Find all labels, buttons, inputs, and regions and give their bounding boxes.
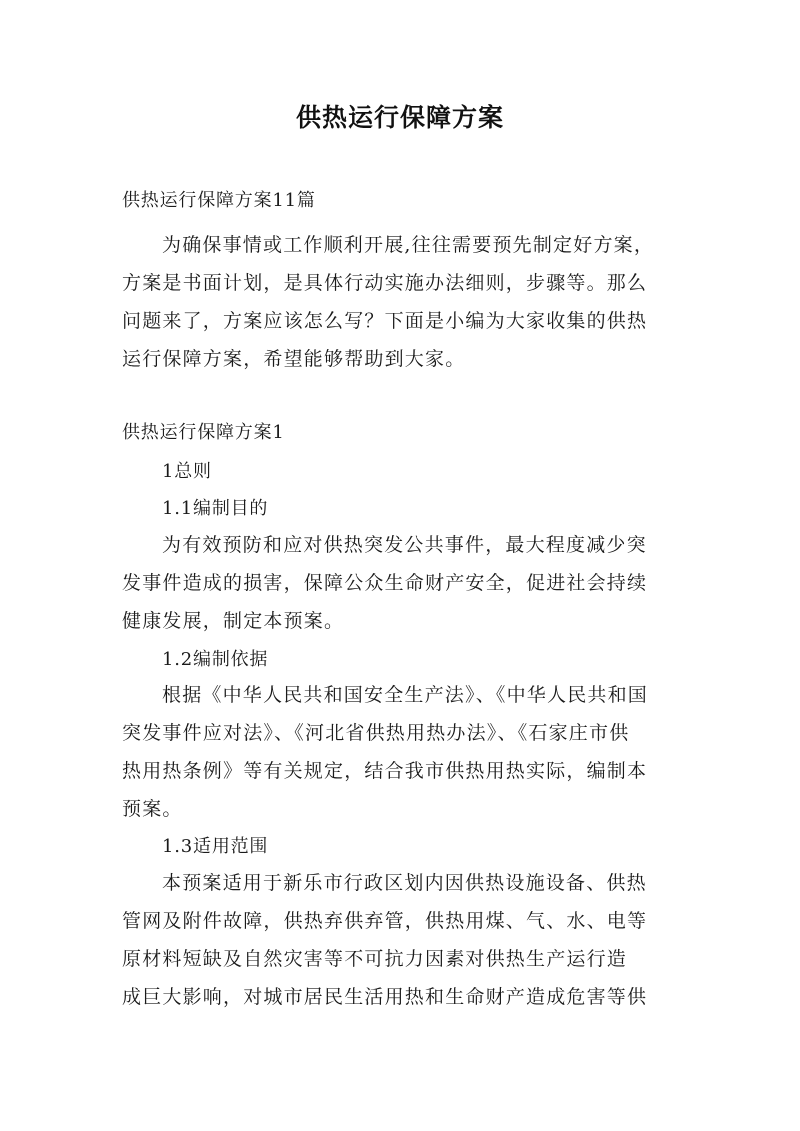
heading-general: 1总则 [162, 461, 212, 482]
intro-line: 为确保事情或工作顺利开展,往往需要预先制定好方案， [162, 234, 655, 256]
paragraph-line: 为有效预防和应对供热突发公共事件，最大程度减少突 [162, 534, 647, 556]
basis-paragraph [122, 676, 684, 828]
paragraph-line: 管网及附件故障，供热弃供弃管，供热用煤、气、水、电等 [122, 910, 648, 932]
paragraph-line: 突发事件应对法》、《河北省供热用热办法》、《石家庄市供 [122, 722, 630, 744]
intro-line: 运行保障方案，希望能够帮助到大家。 [122, 348, 466, 370]
paragraph-line: 原材料短缺及自然灾害等不可抗力因素对供热生产运行造 [122, 948, 628, 970]
document-subtitle: 供热运行保障方案11篇 [122, 190, 316, 211]
intro-line: 问题来了，方案应该怎么写？下面是小编为大家收集的供热 [122, 310, 648, 332]
paragraph-line: 根据《中华人民共和国安全生产法》、《中华人民共和国 [162, 684, 649, 706]
heading-purpose: 1.1编制目的 [162, 498, 269, 519]
paragraph-line: 热用热条例》等有关规定，结合我市供热用热实际，编制本 [122, 760, 648, 782]
purpose-paragraph [122, 526, 684, 640]
section-title: 供热运行保障方案1 [122, 422, 285, 443]
paragraph-line: 成巨大影响，对城市居民生活用热和生命财产造成危害等供 [122, 986, 648, 1008]
document-title: 供热运行保障方案 [295, 103, 504, 132]
paragraph-line: 健康发展，制定本预案。 [122, 610, 345, 632]
paragraph-line: 发事件造成的损害，保障公众生命财产安全，促进社会持续 [122, 572, 648, 594]
paragraph-line: 预案。 [122, 798, 183, 820]
intro-paragraph [122, 226, 684, 378]
intro-line: 方案是书面计划，是具体行动实施办法细则，步骤等。那么 [122, 272, 648, 294]
heading-scope: 1.3适用范围 [162, 836, 269, 857]
scope-paragraph [122, 864, 684, 1016]
paragraph-line: 本预案适用于新乐市行政区划内因供热设施设备、供热 [162, 872, 647, 894]
heading-basis: 1.2编制依据 [162, 649, 269, 670]
